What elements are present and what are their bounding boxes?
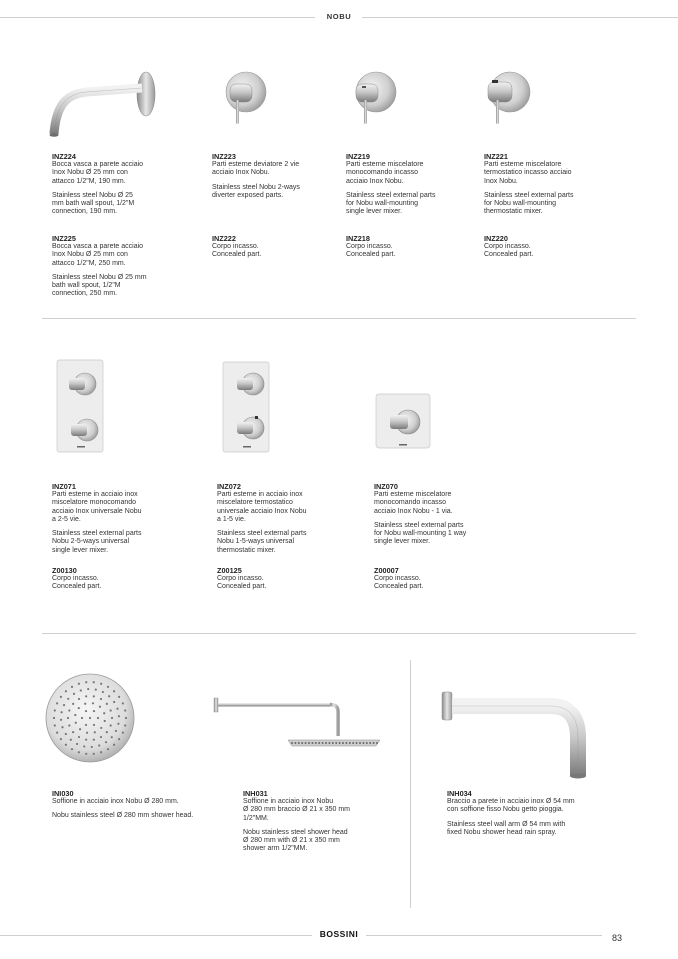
product-desc-it: Soffione in acciaio inox Nobu Ø 280 mm braccio Ø 21 x 350 mm 1/2"MM. (243, 798, 350, 822)
product-code: INZ223 (212, 152, 236, 161)
product-desc-it: Bocca vasca a parete acciaio Inox Nobu Ø 25 mm con attacco 1/2"M, 190 mm. (52, 161, 144, 185)
product-desc-it: Parti esterne in acciaio inox miscelatore termostatico universale acciaio Inox Nobu a 1-5 vie. (217, 491, 307, 523)
product-card (217, 566, 367, 592)
product-desc-it: Parti esterne miscelatore monocomando incasso acciaio Inox Nobu - 1 via. (374, 491, 453, 515)
section-divider (42, 318, 636, 319)
product-desc-it: Soffione in acciaio inox Nobu Ø 280 mm. (52, 798, 179, 805)
thermostatic-mixer-icon (223, 362, 271, 452)
product-card (212, 152, 342, 200)
product-desc: Corpo incasso. Concealed part. (217, 575, 267, 591)
header-rule-right (362, 17, 678, 18)
wall-arm-icon (440, 688, 600, 780)
product-code: INZ222 (212, 234, 236, 243)
product-card (52, 152, 202, 217)
product-desc-it: Parti esterne miscelatore termostatico incasso acciaio Inox Nobu. (484, 161, 572, 185)
product-desc: Corpo incasso. Concealed part. (374, 575, 424, 591)
product-card (52, 482, 202, 555)
product-desc-en: Nobu stainless steel shower head Ø 280 mm with Ø 21 x 350 mm shower arm 1/2"MM. (243, 828, 348, 853)
footer-rule-left (0, 935, 312, 936)
product-card (374, 566, 524, 592)
bath-spout-icon (46, 68, 161, 140)
product-desc-en: Stainless steel external parts Nobu 2-5-ways universal single lever mixer. (52, 530, 142, 554)
product-code: INH031 (243, 789, 268, 798)
product-desc-it: Parti esterne miscelatore monocomando incasso acciaio Inox Nobu. (346, 161, 424, 185)
product-code: INZ225 (52, 234, 76, 243)
product-code: INZ219 (346, 152, 370, 161)
product-card (212, 234, 342, 260)
product-card (346, 234, 476, 260)
product-desc: Corpo incasso. Concealed part. (52, 575, 102, 591)
product-card (346, 152, 476, 217)
product-desc-en: Stainless steel external parts for Nobu wall-mounting single lever mixer. (346, 191, 436, 216)
page-number: 83 (612, 933, 623, 943)
product-desc-it: Braccio a parete in acciaio inox Ø 54 mm con soffione fisso Nobu getto pioggia. (447, 798, 575, 814)
product-code: INZ221 (484, 152, 508, 161)
product-card (243, 789, 403, 854)
product-code: INZ072 (217, 482, 241, 491)
header-brand: NOBU (326, 12, 352, 21)
shower-head-icon (214, 696, 374, 752)
product-card (52, 789, 227, 821)
product-card (447, 789, 627, 837)
product-card (52, 566, 202, 592)
product-code: INH034 (447, 789, 472, 798)
product-desc-it: Parti esterne in acciaio inox miscelatore monocomando acciaio Inox universale Nobu a 2-5 vie. (52, 491, 142, 523)
shower-head-icon (44, 672, 136, 764)
thermostatic-mixer-icon (484, 70, 532, 126)
diverter-icon (224, 70, 268, 126)
single-lever-mixer-icon (352, 70, 398, 126)
product-code: Z00007 (374, 566, 399, 575)
product-card (374, 482, 524, 547)
product-desc: Corpo incasso. Concealed part. (346, 243, 396, 259)
product-code: INZ070 (374, 482, 398, 491)
section-divider (42, 633, 636, 634)
product-card (217, 482, 367, 555)
product-code: INZ071 (52, 482, 76, 491)
single-lever-mixer-icon (376, 394, 432, 450)
product-card (484, 152, 624, 217)
product-code: Z00125 (217, 566, 242, 575)
product-desc-en: Nobu stainless steel Ø 280 mm shower head. (52, 812, 194, 820)
product-desc-en: Stainless steel Nobu Ø 25 mm bath wall spout, 1/2"M connection, 250 mm. (52, 273, 147, 298)
column-divider (410, 660, 411, 908)
product-desc-it: Parti esterne deviatore 2 vie acciaio Inox Nobu. (212, 161, 300, 177)
product-code: INZ220 (484, 234, 508, 243)
product-card (484, 234, 624, 260)
product-desc-en: Stainless steel Nobu Ø 25 mm bath wall spout, 1/2"M connection, 190 mm. (52, 191, 135, 216)
product-card (52, 234, 202, 299)
footer-rule-right (366, 935, 602, 936)
product-desc-en: Stainless steel wall arm Ø 54 mm with fixed Nobu shower head rain spray. (447, 820, 566, 836)
product-desc-it: Bocca vasca a parete acciaio Inox Nobu Ø 25 mm con attacco 1/2"M, 250 mm. (52, 243, 144, 267)
single-lever-mixer-icon (57, 360, 105, 452)
product-code: INZ218 (346, 234, 370, 243)
product-desc: Corpo incasso. Concealed part. (212, 243, 262, 259)
product-code: INZ224 (52, 152, 76, 161)
product-desc-en: Stainless steel external parts for Nobu wall-mounting thermostatic mixer. (484, 191, 574, 216)
product-desc-en: Stainless steel external parts for Nobu wall-mounting 1 way single lever mixer. (374, 521, 467, 546)
product-code: Z00130 (52, 566, 77, 575)
product-desc: Corpo incasso. Concealed part. (484, 243, 534, 259)
footer-brand-logo: BOSSINI (319, 929, 359, 939)
product-desc-en: Stainless steel external parts Nobu 1-5-ways universal thermostatic mixer. (217, 530, 307, 554)
product-code: INI030 (52, 789, 74, 798)
product-desc-en: Stainless steel Nobu 2-ways diverter exposed parts. (212, 183, 300, 199)
header-rule-left (0, 17, 315, 18)
